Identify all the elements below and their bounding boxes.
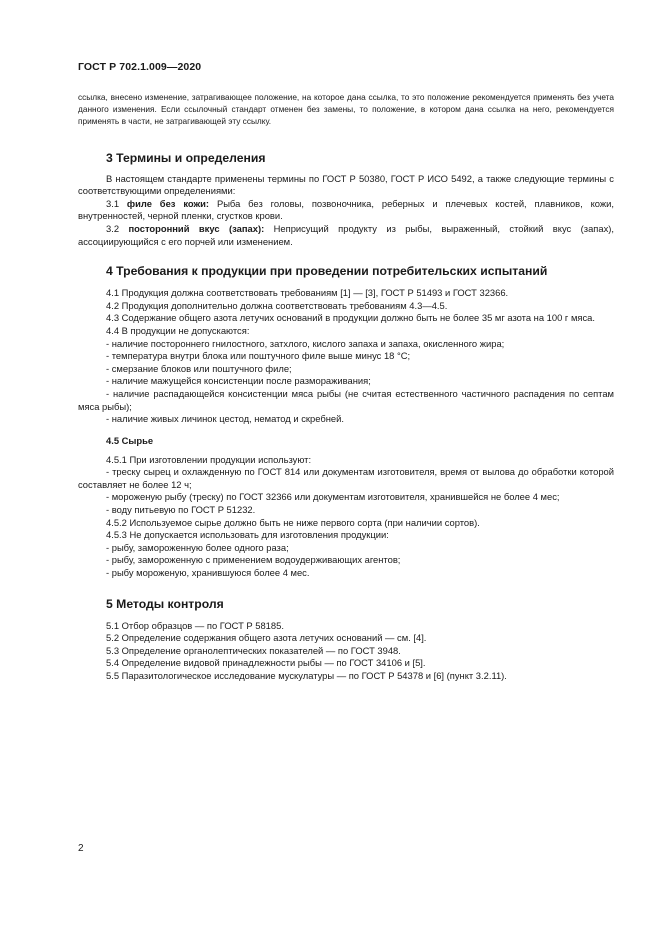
term-3-2 [78, 223, 614, 248]
clause-4-2: 4.2 Продукция дополнительно должна соответствовать требованиям 4.3—4.5. [106, 299, 448, 311]
list-item: - рыбу мороженую, хранившуюся более 4 мес. [106, 567, 310, 579]
clause-4-1: 4.1 Продукция должна соответствовать требованиям [1] — [3], ГОСТ Р 51493 и ГОСТ 32366. [106, 287, 509, 299]
clause-4-5-2: 4.5.2 Используемое сырье должно быть не ниже первого сорта (при наличии сортов). [106, 516, 480, 528]
list-item: - наличие живых личинок цестод, нематод и скребней. [106, 413, 344, 425]
clause-4-4: 4.4 В продукции не допускаются: [106, 324, 250, 336]
section-4-title: 4 Требования к продукции при проведении потребительских испытаний [106, 264, 548, 279]
clause-5-3: 5.3 Определение органолептических показателей — по ГОСТ 3948. [106, 644, 401, 656]
clause-4-5-3: 4.5.3 Не допускается использовать для изготовления продукции: [106, 529, 389, 541]
term-3-2-number: 3.2 [106, 222, 120, 234]
subsection-4-5-title: 4.5 Сырье [106, 434, 154, 446]
clause-5-4: 5.4 Определение видовой принадлежности рыбы — по ГОСТ 34106 и [5]. [106, 657, 426, 669]
section-3-intro: В настоящем стандарте применены термины по ГОСТ Р 50380, ГОСТ Р ИСО 5492, а также следующие термины с соответствующими определениями: [78, 172, 614, 197]
section-3-title: 3 Термины и определения [106, 150, 266, 165]
term-3-1-definition: Рыба без головы, позвоночника, реберных и плечевых костей, плавников, кожи, внутренностей, черной пленки, сгустков крови. [78, 197, 614, 222]
clause-4-3: 4.3 Содержание общего азота летучих оснований в продукции должно быть не более 35 мг азота на 100 г мяса. [106, 312, 595, 324]
list-item: - рыбу, замороженную более одного раза; [106, 541, 289, 553]
term-3-1-number: 3.1 [106, 197, 120, 209]
term-3-2-definition: Неприсущий продукту из рыбы, выраженный, стойкий вкус (запах), ассоциирующийся с его порчей или изменением. [78, 222, 614, 247]
intro-note: ссылка, внесено изменение, затрагивающее положение, на которое дана ссылка, то это положение рекомендуется применять без учета данного изменения. Если ссылочный стандарт отменен без замены, то положение, в котором дана ссылка на него, рекомендуется применять в части, не затрагивающей эту ссылку. [78, 92, 614, 127]
clause-5-2: 5.2 Определение содержания общего азота летучих оснований — см. [4]. [106, 632, 427, 644]
document-header-code: ГОСТ Р 702.1.009—2020 [78, 61, 202, 73]
term-3-1-name: филе без кожи: [126, 197, 210, 209]
list-item: - температура внутри блока или поштучного филе выше минус 18 °С; [106, 350, 411, 362]
list-item: - воду питьевую по ГОСТ Р 51232. [106, 504, 256, 516]
list-item: - рыбу, замороженную с применением водоудерживающих агентов; [106, 554, 401, 566]
clause-4-5-1: 4.5.1 При изготовлении продукции используют: [106, 453, 312, 465]
list-item: - треску сырец и охлажденную по ГОСТ 814 или документам изготовителя, время от вылова до обработки которой составляет не более 12 ч; [78, 466, 614, 490]
list-item: - мороженую рыбу (треску) по ГОСТ 32366 или документам изготовителя, хранившейся не более 4 мес; [106, 491, 560, 503]
list-item: - наличие распадающейся консистенции мяса рыбы (не считая естественного частичного распадения по септам мяса рыбы); [78, 387, 614, 412]
clause-5-1: 5.1 Отбор образцов — по ГОСТ Р 58185. [106, 619, 284, 631]
list-item: - наличие постороннего гнилостного, затхлого, кислого запаха и запаха, окисленного жира; [106, 337, 505, 349]
clause-5-5: 5.5 Паразитологическое исследование мускулатуры — по ГОСТ Р 54378 и [6] (пункт 3.2.11). [106, 670, 507, 682]
section-5-title: 5 Методы контроля [106, 596, 224, 611]
term-3-2-name: посторонний вкус (запах): [128, 222, 265, 234]
list-item: - смерзание блоков или поштучного филе; [106, 362, 292, 374]
page-content [78, 91, 614, 683]
list-item: - наличие мажущейся консистенции после размораживания; [106, 375, 371, 387]
page-number: 2 [78, 843, 84, 854]
term-3-1 [78, 198, 614, 223]
